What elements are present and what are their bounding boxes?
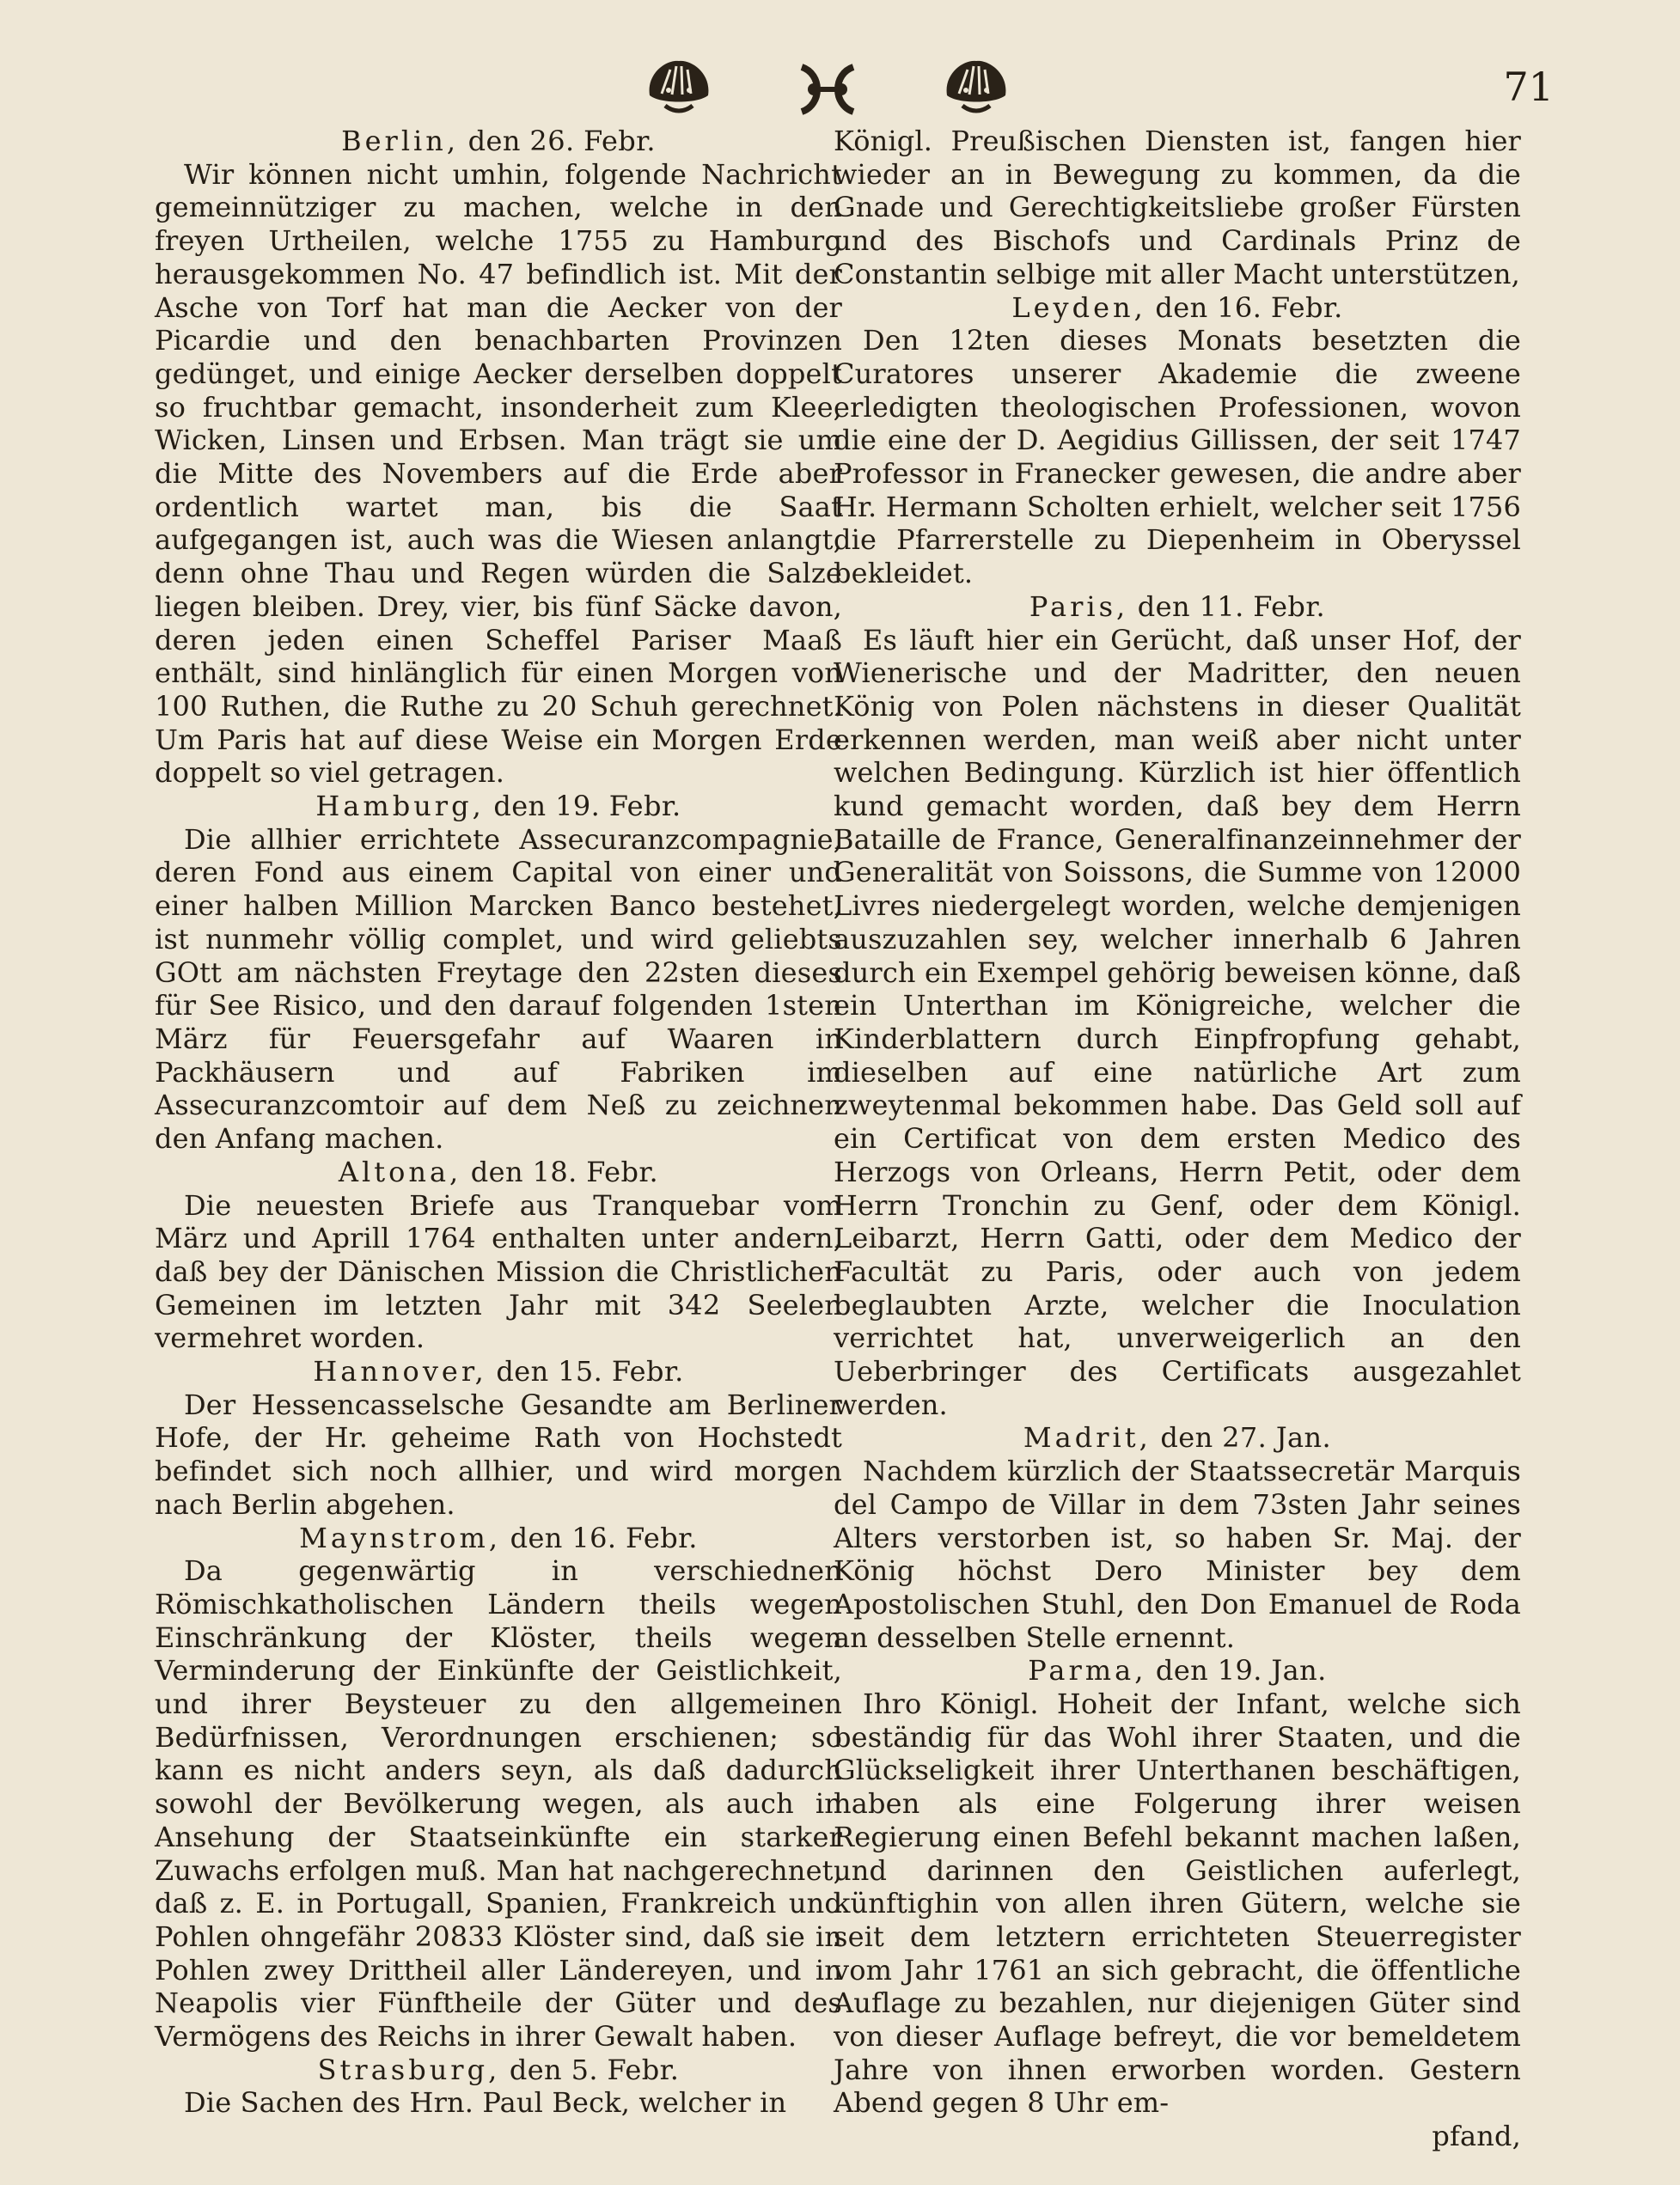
article-hamburg: Die allhier errichtete Assecuranzcompagnie, deren Fond aus einem Capital von einer und einer halben Million Marcken Banco bestehet, ist nunmehr völlig complet, und wird geliebts GOtt am nächsten Freytage den 22sten dieses für See Risico, und den darauf folgenden 1sten März für Feuersgefahr auf Waaren in Packhäusern und auf Fabriken im Assecuranzcomtoir auf dem Neß zu zeichnen den Anfang machen. [155,822,842,1156]
date-text: den 16. Febr. [1145,290,1343,324]
dateline-hamburg [155,790,842,823]
place-name: Madrit, [1023,1421,1152,1455]
date-text: den 18. Febr. [461,1155,659,1188]
place-name: Leyden, [1011,290,1146,324]
left-column [155,125,842,2120]
dateline-madrit [834,1421,1521,1455]
date-text: den 5. Febr. [500,2053,680,2086]
dateline-altona [155,1156,842,1189]
catchword: pfand, [1432,2120,1521,2153]
article-parma: Ihro Königl. Hoheit der Infant, welche sich beständig für das Wohl ihrer Staaten, und die Glückseligkeit ihrer Unterthanen beschäftigen, haben als eine Folgerung ihrer weisen Regierung einen Befehl bekannt machen laßen, und darinnen den Geistlichen auferlegt, künftighin von allen ihren Gütern, welche sie seit dem letztern errichteten Steuerregister vom Jahr 1761 an sich gebracht, die öffentliche Auflage zu bezahlen, nur diejenigen Güter sind von dieser Auflage befreyt, die vor bemeldetem Jahre von ihnen erworben worden. Gestern Abend gegen 8 Uhr em- [834,1688,1521,2120]
article-hannover: Der Hessencasselsche Gesandte am Berliner Hofe, der Hr. geheime Rath von Hochstedt befindet sich noch allhier, und wird morgen nach Berlin abgehen. [155,1388,842,1521]
shell-ornament-icon-left [650,61,709,111]
page-number: 71 [1503,64,1554,110]
date-text: den 19. Febr. [484,790,681,823]
dateline-paris [834,590,1521,624]
date-text: den 11. Febr. [1128,589,1326,623]
dateline-hannover [155,1355,842,1389]
right-column [834,125,1521,2153]
article-strasburg-continued: Königl. Preußischen Diensten ist, fangen hier wieder an in Bewegung zu kommen, da die Gnade und Gerechtigkeitsliebe großer Fürsten und des Bischofs und Cardinals Prinz de Constantin selbige mit aller Macht unterstützen, [834,125,1521,290]
place-name: Berlin, [341,125,460,157]
article-altona: Die neuesten Briefe aus Tranquebar vom März und Aprill 1764 enthalten unter andern, daß bey der Dänischen Mission die Christlichen Gemeinen im letzten Jahr mit 342 Seelen vermehret worden. [155,1188,842,1355]
place-name: Parma, [1028,1654,1147,1688]
place-name: Maynstrom, [299,1521,501,1554]
header-ornaments [0,58,1680,119]
article-berlin: Wir können nicht umhin, folgende Nachricht gemeinnütziger zu machen, welche in den freyen Urtheilen, welche 1755 zu Hamburg herausgekommen No. 47 befindlich ist. Mit der Asche von Torf hat man die Aecker von der Picardie und den benachbarten Provinzen gedünget, und einige Aecker derselben doppelt so fruchtbar gemacht, insonderheit zum Klee, Wicken, Linsen und Erbsen. Man trägt sie um die Mitte des Novembers auf die Erde aber ordentlich wartet man, bis die Saat aufgegangen ist, auch was die Wiesen anlangt, denn ohne Thau und Regen würden die Salze liegen bleiben. Drey, vier, bis fünf Säcke davon, deren jeden einen Scheffel Pariser Maaß enthält, sind hinlänglich für einen Morgen von 100 Ruthen, die Ruthe zu 20 Schuh gerechnet. Um Paris hat auf diese Weise ein Morgen Erde doppelt so viel getragen. [155,157,842,790]
date-text: den 19. Jan. [1146,1654,1327,1688]
place-name: Strasburg, [317,2053,501,2086]
place-name: Hannover, [313,1355,487,1389]
article-leyden: Den 12ten dieses Monats besetzten die Curatores unserer Akademie die zweene erledigten theologischen Professionen, wovon die eine der D. Aegidius Gillissen, der seit 1747 Professor in Franecker gewesen, die andre aber Hr. Hermann Scholten erhielt, welcher seit 1756 die Pfarrerstelle zu Diepenheim in Oberyssel bekleidet. [834,324,1521,590]
shell-ornament-icon-right [947,61,1006,111]
dateline-strasburg [155,2054,842,2087]
date-text: den 15. Febr. [486,1355,684,1389]
place-name: Paris, [1029,589,1129,623]
date-text: den 16. Febr. [501,1521,698,1554]
article-paris: Es läuft hier ein Gerücht, daß unser Hof, der Wienerische und der Madritter, den neuen König von Polen nächstens in dieser Qualität erkennen werden, man weiß aber nicht unter welchen Bedingung. Kürzlich ist hier öffentlich kund gemacht worden, daß bey dem Herrn Bataille de France, Generalfinanzeinnehmer der Generalität von Soissons, die Summe von 12000 Livres niedergelegt worden, welche demjenigen auszuzahlen sey, welcher innerhalb 6 Jahren durch ein Exempel gehörig beweisen könne, daß ein Unterthan im Königreiche, welcher die Kinderblattern durch Einpfropfung gehabt, dieselben auf eine natürliche Art zum zweytenmal bekommen habe. Das Geld soll auf ein Certificat von dem ersten Medico des Herzogs von Orleans, Herrn Petit, oder dem Herrn Tronchin zu Genf, oder dem Königl. Leibarzt, Herrn Gatti, oder dem Medico der Facultät zu Paris, oder auch von jedem beglaubten Arzte, welcher die Inoculation verrichtet hat, unverweigerlich an den Ueberbringer des Certificats ausgezahlet werden. [834,623,1522,1421]
date-text: den 27. Jan. [1151,1421,1332,1455]
dateline-leyden [834,291,1521,325]
dateline-maynstrom [155,1522,842,1555]
place-name: Hamburg, [315,790,485,823]
article-strasburg: Die Sachen des Hrn. Paul Beck, welcher in [184,2086,787,2120]
article-maynstrom: Da gegenwärtig in verschiednen Römischkatholischen Ländern theils wegen Einschränkung der Klöster, theils wegen Verminderung der Einkünfte der Geistlichkeit, und ihrer Beysteuer zu den allgemeinen Bedürfnissen, Verordnungen erschienen; so kann es nicht anders seyn, als daß dadurch sowohl der Bevölkerung wegen, als auch in Ansehung der Staatseinkünfte ein starker Zuwachs erfolgen muß. Man hat nachgerechnet, daß z. E. in Portugall, Spanien, Frankreich und Pohlen ohngefähr 20833 Klöster sind, daß sie in Pohlen zwey Drittheil aller Ländereyen, und in Neapolis vier Fünftheile der Güter und des Vermögens des Reichs in ihrer Gewalt haben. [155,1554,842,2054]
scroll-ornament-icon [802,67,853,112]
article-madrit: Nachdem kürzlich der Staatssecretär Marquis del Campo de Villar in dem 73sten Jahr seines Alters verstorben ist, so haben Sr. Maj. der König höchst Dero Minister bey dem Apostolischen Stuhl, den Don Emanuel de Roda an desselben Stelle ernennt. [834,1455,1521,1654]
dateline-berlin [155,125,842,158]
place-name: Altona, [338,1155,462,1188]
date-text: den 26. Febr. [459,125,656,157]
dateline-parma [834,1654,1521,1688]
